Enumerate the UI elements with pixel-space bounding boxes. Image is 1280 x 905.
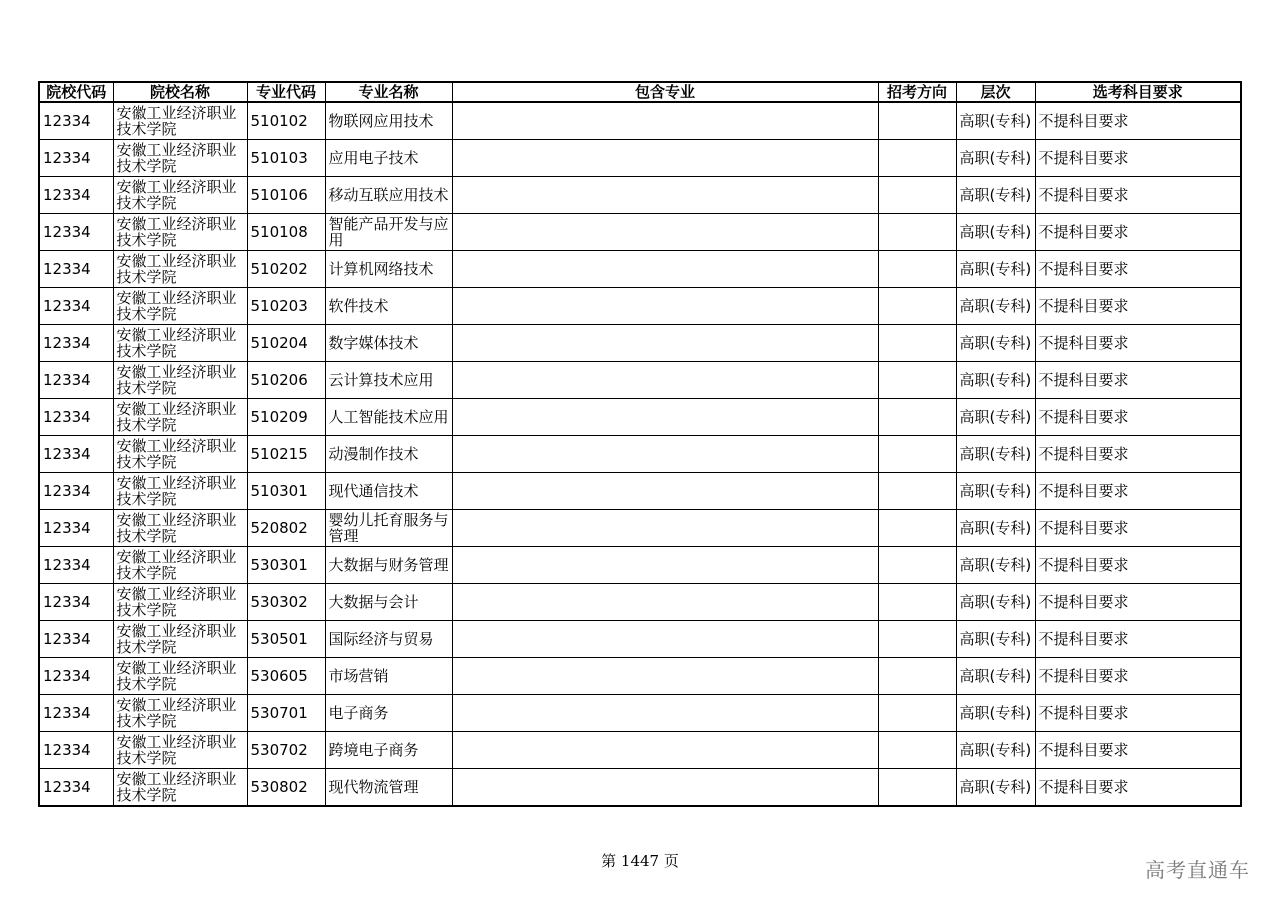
table-row	[39, 214, 1241, 251]
cell-major-name: 数字媒体技术	[325, 325, 452, 362]
cell-subject-requirement: 不提科目要求	[1035, 695, 1241, 732]
cell-school-name: 安徽工业经济职业技术学院	[113, 251, 247, 288]
cell-direction	[878, 140, 956, 177]
cell-level: 高职(专科)	[956, 584, 1035, 621]
cell-major-code: 510215	[247, 436, 325, 473]
cell-level: 高职(专科)	[956, 102, 1035, 140]
cell-major-name: 云计算技术应用	[325, 362, 452, 399]
cell-subject-requirement: 不提科目要求	[1035, 510, 1241, 547]
cell-major-name: 软件技术	[325, 288, 452, 325]
cell-major-code: 510206	[247, 362, 325, 399]
cell-school-code: 12334	[39, 399, 113, 436]
cell-major-name: 电子商务	[325, 695, 452, 732]
cell-level: 高职(专科)	[956, 288, 1035, 325]
cell-direction	[878, 362, 956, 399]
cell-subject-requirement: 不提科目要求	[1035, 325, 1241, 362]
cell-direction	[878, 251, 956, 288]
table-row	[39, 732, 1241, 769]
cell-school-name: 安徽工业经济职业技术学院	[113, 399, 247, 436]
table-row	[39, 510, 1241, 547]
cell-included-majors	[452, 769, 878, 807]
cell-included-majors	[452, 695, 878, 732]
cell-subject-requirement: 不提科目要求	[1035, 436, 1241, 473]
cell-subject-requirement: 不提科目要求	[1035, 547, 1241, 584]
cell-school-code: 12334	[39, 436, 113, 473]
cell-included-majors	[452, 436, 878, 473]
cell-major-name: 婴幼儿托育服务与管理	[325, 510, 452, 547]
cell-subject-requirement: 不提科目要求	[1035, 584, 1241, 621]
cell-direction	[878, 473, 956, 510]
cell-school-code: 12334	[39, 658, 113, 695]
cell-major-name: 大数据与财务管理	[325, 547, 452, 584]
cell-school-name: 安徽工业经济职业技术学院	[113, 695, 247, 732]
cell-major-code: 520802	[247, 510, 325, 547]
cell-school-code: 12334	[39, 140, 113, 177]
table-row	[39, 436, 1241, 473]
cell-school-code: 12334	[39, 732, 113, 769]
cell-school-code: 12334	[39, 251, 113, 288]
cell-school-name: 安徽工业经济职业技术学院	[113, 732, 247, 769]
cell-major-name: 跨境电子商务	[325, 732, 452, 769]
cell-level: 高职(专科)	[956, 658, 1035, 695]
header-included-majors: 包含专业	[452, 82, 878, 102]
cell-direction	[878, 102, 956, 140]
cell-major-code: 510102	[247, 102, 325, 140]
table-row	[39, 288, 1241, 325]
cell-included-majors	[452, 362, 878, 399]
table-row	[39, 177, 1241, 214]
cell-major-name: 市场营销	[325, 658, 452, 695]
cell-subject-requirement: 不提科目要求	[1035, 102, 1241, 140]
cell-subject-requirement: 不提科目要求	[1035, 658, 1241, 695]
cell-major-name: 应用电子技术	[325, 140, 452, 177]
table-row	[39, 769, 1241, 807]
cell-level: 高职(专科)	[956, 695, 1035, 732]
cell-major-code: 530501	[247, 621, 325, 658]
cell-direction	[878, 621, 956, 658]
cell-level: 高职(专科)	[956, 140, 1035, 177]
cell-school-code: 12334	[39, 510, 113, 547]
cell-major-code: 510202	[247, 251, 325, 288]
cell-level: 高职(专科)	[956, 732, 1035, 769]
cell-included-majors	[452, 177, 878, 214]
cell-school-code: 12334	[39, 473, 113, 510]
header-direction: 招考方向	[878, 82, 956, 102]
cell-major-name: 动漫制作技术	[325, 436, 452, 473]
cell-included-majors	[452, 399, 878, 436]
table-row	[39, 658, 1241, 695]
cell-direction	[878, 325, 956, 362]
cell-school-code: 12334	[39, 102, 113, 140]
cell-school-name: 安徽工业经济职业技术学院	[113, 288, 247, 325]
cell-level: 高职(专科)	[956, 621, 1035, 658]
cell-direction	[878, 547, 956, 584]
cell-subject-requirement: 不提科目要求	[1035, 732, 1241, 769]
cell-subject-requirement: 不提科目要求	[1035, 288, 1241, 325]
table-row	[39, 140, 1241, 177]
cell-school-name: 安徽工业经济职业技术学院	[113, 102, 247, 140]
cell-major-code: 530702	[247, 732, 325, 769]
header-school-code: 院校代码	[39, 82, 113, 102]
cell-school-name: 安徽工业经济职业技术学院	[113, 621, 247, 658]
cell-school-name: 安徽工业经济职业技术学院	[113, 473, 247, 510]
cell-major-code: 510103	[247, 140, 325, 177]
cell-level: 高职(专科)	[956, 214, 1035, 251]
cell-school-name: 安徽工业经济职业技术学院	[113, 510, 247, 547]
cell-subject-requirement: 不提科目要求	[1035, 140, 1241, 177]
cell-subject-requirement: 不提科目要求	[1035, 399, 1241, 436]
cell-level: 高职(专科)	[956, 362, 1035, 399]
cell-major-name: 计算机网络技术	[325, 251, 452, 288]
cell-included-majors	[452, 140, 878, 177]
cell-included-majors	[452, 658, 878, 695]
table-row	[39, 325, 1241, 362]
cell-major-code: 530802	[247, 769, 325, 807]
cell-direction	[878, 658, 956, 695]
cell-subject-requirement: 不提科目要求	[1035, 621, 1241, 658]
table-row	[39, 251, 1241, 288]
cell-school-code: 12334	[39, 584, 113, 621]
cell-included-majors	[452, 251, 878, 288]
cell-school-name: 安徽工业经济职业技术学院	[113, 214, 247, 251]
table-row	[39, 362, 1241, 399]
cell-included-majors	[452, 510, 878, 547]
table-row	[39, 473, 1241, 510]
cell-level: 高职(专科)	[956, 473, 1035, 510]
cell-included-majors	[452, 102, 878, 140]
cell-school-code: 12334	[39, 769, 113, 807]
cell-school-code: 12334	[39, 621, 113, 658]
header-major-code: 专业代码	[247, 82, 325, 102]
cell-school-name: 安徽工业经济职业技术学院	[113, 658, 247, 695]
cell-subject-requirement: 不提科目要求	[1035, 214, 1241, 251]
cell-major-name: 人工智能技术应用	[325, 399, 452, 436]
table-row	[39, 695, 1241, 732]
cell-school-name: 安徽工业经济职业技术学院	[113, 436, 247, 473]
cell-included-majors	[452, 473, 878, 510]
header-major-name: 专业名称	[325, 82, 452, 102]
cell-included-majors	[452, 732, 878, 769]
cell-school-name: 安徽工业经济职业技术学院	[113, 584, 247, 621]
cell-school-code: 12334	[39, 288, 113, 325]
cell-direction	[878, 510, 956, 547]
cell-major-name: 现代物流管理	[325, 769, 452, 807]
cell-included-majors	[452, 547, 878, 584]
cell-direction	[878, 769, 956, 807]
header-row	[39, 82, 1241, 102]
cell-major-name: 智能产品开发与应用	[325, 214, 452, 251]
cell-major-code: 530302	[247, 584, 325, 621]
cell-major-code: 510106	[247, 177, 325, 214]
cell-major-code: 530301	[247, 547, 325, 584]
cell-school-code: 12334	[39, 695, 113, 732]
table-row	[39, 547, 1241, 584]
cell-major-code: 510301	[247, 473, 325, 510]
watermark-text: 高考直通车	[1145, 858, 1250, 882]
cell-subject-requirement: 不提科目要求	[1035, 251, 1241, 288]
cell-direction	[878, 214, 956, 251]
cell-major-name: 国际经济与贸易	[325, 621, 452, 658]
cell-school-name: 安徽工业经济职业技术学院	[113, 140, 247, 177]
cell-school-code: 12334	[39, 325, 113, 362]
cell-level: 高职(专科)	[956, 436, 1035, 473]
cell-included-majors	[452, 621, 878, 658]
cell-major-code: 530605	[247, 658, 325, 695]
cell-major-name: 物联网应用技术	[325, 102, 452, 140]
cell-included-majors	[452, 325, 878, 362]
cell-major-code: 510203	[247, 288, 325, 325]
cell-direction	[878, 584, 956, 621]
cell-major-code: 530701	[247, 695, 325, 732]
page-number: 第 1447 页	[601, 852, 679, 870]
table-row	[39, 584, 1241, 621]
cell-level: 高职(专科)	[956, 325, 1035, 362]
cell-subject-requirement: 不提科目要求	[1035, 177, 1241, 214]
cell-subject-requirement: 不提科目要求	[1035, 473, 1241, 510]
cell-school-name: 安徽工业经济职业技术学院	[113, 547, 247, 584]
cell-level: 高职(专科)	[956, 177, 1035, 214]
header-level: 层次	[956, 82, 1035, 102]
cell-school-code: 12334	[39, 362, 113, 399]
cell-subject-requirement: 不提科目要求	[1035, 362, 1241, 399]
table-row	[39, 102, 1241, 140]
cell-included-majors	[452, 288, 878, 325]
cell-level: 高职(专科)	[956, 769, 1035, 807]
cell-school-code: 12334	[39, 547, 113, 584]
table-row	[39, 621, 1241, 658]
admission-table	[38, 81, 1242, 807]
cell-level: 高职(专科)	[956, 399, 1035, 436]
cell-level: 高职(专科)	[956, 510, 1035, 547]
cell-school-code: 12334	[39, 214, 113, 251]
cell-subject-requirement: 不提科目要求	[1035, 769, 1241, 807]
cell-major-name: 大数据与会计	[325, 584, 452, 621]
header-subject-requirement: 选考科目要求	[1035, 82, 1241, 102]
cell-included-majors	[452, 214, 878, 251]
cell-direction	[878, 695, 956, 732]
cell-school-name: 安徽工业经济职业技术学院	[113, 769, 247, 807]
cell-level: 高职(专科)	[956, 547, 1035, 584]
cell-direction	[878, 177, 956, 214]
cell-school-name: 安徽工业经济职业技术学院	[113, 177, 247, 214]
cell-major-name: 移动互联应用技术	[325, 177, 452, 214]
cell-major-code: 510204	[247, 325, 325, 362]
cell-level: 高职(专科)	[956, 251, 1035, 288]
cell-school-name: 安徽工业经济职业技术学院	[113, 325, 247, 362]
table-row	[39, 399, 1241, 436]
cell-major-code: 510209	[247, 399, 325, 436]
cell-included-majors	[452, 584, 878, 621]
cell-major-code: 510108	[247, 214, 325, 251]
cell-direction	[878, 399, 956, 436]
cell-school-code: 12334	[39, 177, 113, 214]
header-school-name: 院校名称	[113, 82, 247, 102]
cell-direction	[878, 436, 956, 473]
cell-direction	[878, 732, 956, 769]
cell-school-name: 安徽工业经济职业技术学院	[113, 362, 247, 399]
cell-direction	[878, 288, 956, 325]
cell-major-name: 现代通信技术	[325, 473, 452, 510]
